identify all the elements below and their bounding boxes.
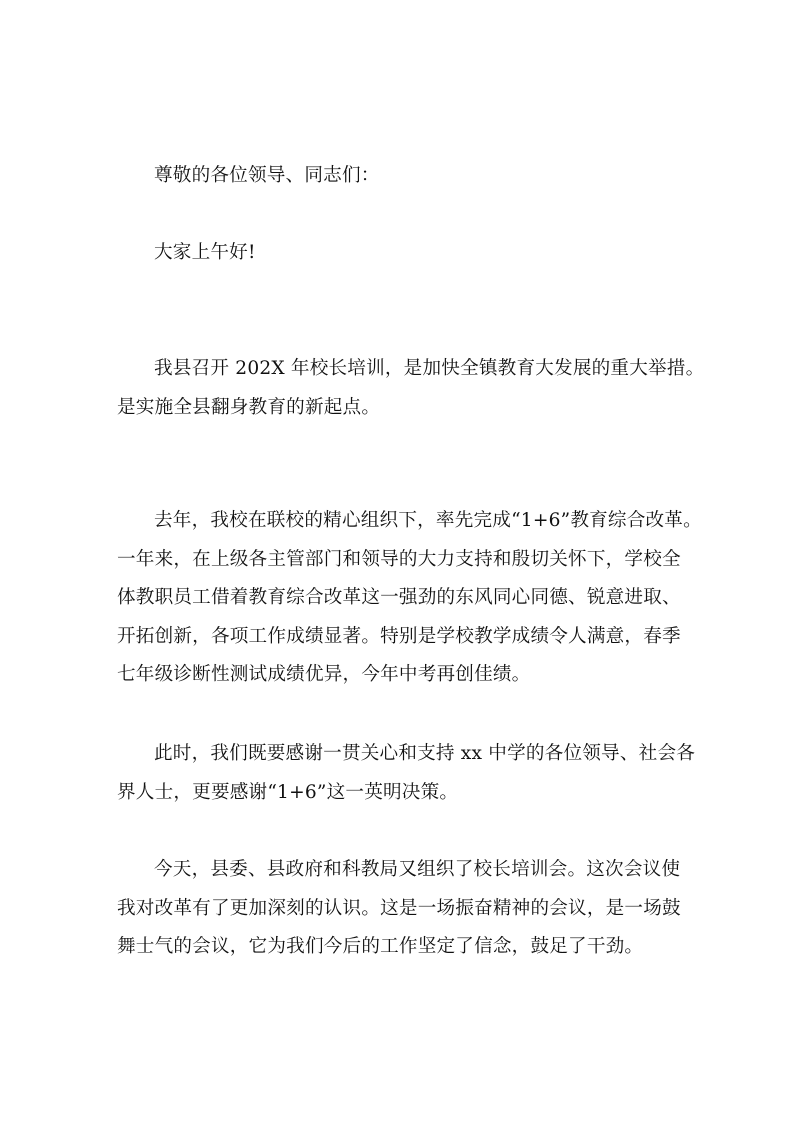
- paragraph: [117, 157, 697, 196]
- paragraph: [117, 851, 697, 967]
- text-line: 体教职员工借着教育综合改革这一强劲的东风同心同德、锐意进取、: [117, 587, 681, 609]
- text-line: 七年级诊断性测试成绩优异，今年中考再创佳绩。: [117, 664, 531, 686]
- text-line: 舞士气的会议，它为我们今后的工作坚定了信念，鼓足了干劲。: [117, 936, 644, 958]
- text-line: 尊敬的各位领导、同志们：: [154, 165, 380, 186]
- text-line: 去年，我校在联校的精心组织下，率先完成“1+6”教育综合改革。: [154, 510, 702, 531]
- paragraph: [117, 502, 702, 695]
- paragraph: [117, 234, 697, 273]
- text-line: 界人士，更要感谢“1+6”这一英明决策。: [117, 781, 459, 803]
- text-line: 我县召开 202X 年校长培训，是加快全镇教育大发展的重大举措。: [154, 358, 705, 379]
- text-line: 是实施全县翻身教育的新起点。: [117, 396, 381, 418]
- paragraph: [117, 735, 697, 812]
- text-line: 今天，县委、县政府和科教局又组织了校长培训会。这次会议使: [154, 859, 681, 880]
- text-line: 开拓创新，各项工作成绩显著。特别是学校教学成绩令人满意，春季: [117, 625, 681, 647]
- text-line: 一年来，在上级各主管部门和领导的大力支持和殷切关怀下，学校全: [117, 548, 681, 570]
- paragraph: [117, 350, 705, 427]
- text-line: 大家上午好!: [154, 242, 256, 263]
- text-line: 此时，我们既要感谢一贯关心和支持 xx 中学的各位领导、社会各: [154, 743, 696, 764]
- text-line: 我对改革有了更加深刻的认识。这是一场振奋精神的会议，是一场鼓: [117, 897, 681, 919]
